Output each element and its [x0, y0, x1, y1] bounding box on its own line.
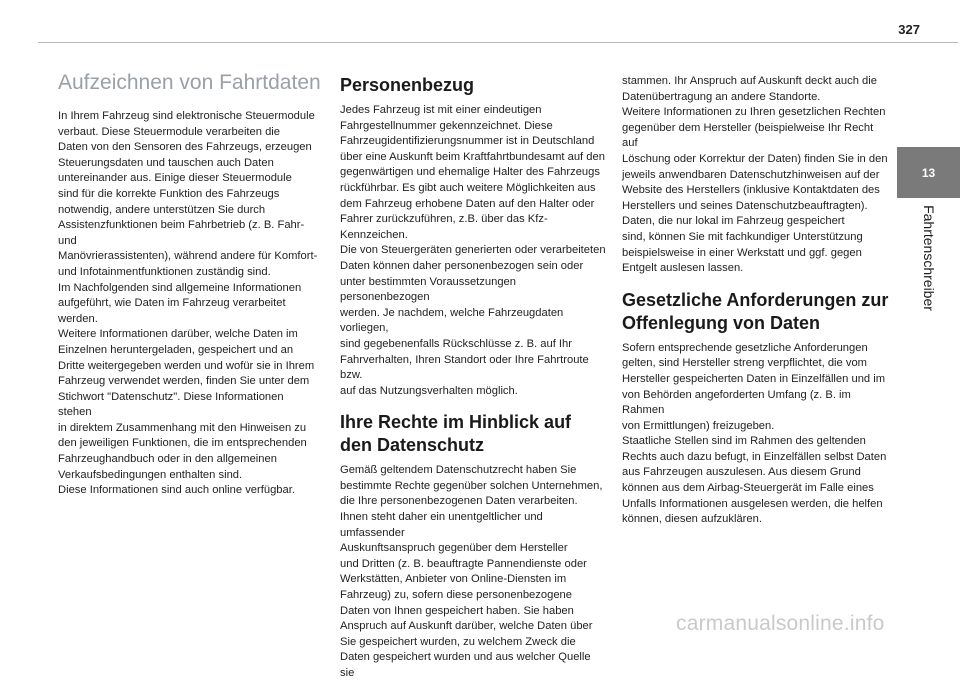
heading-gesetzliche-anforderungen: Gesetzliche Anforderungen zur Offenlegung von Daten	[622, 289, 889, 333]
page-number: 327	[898, 22, 920, 37]
column-2	[340, 74, 606, 682]
rechte-paragraph: Gemäß geltendem Datenschutzrecht haben Sie bestimmte Rechte gegenüber solchen Unternehmen, die Ihre personenbezogenen Daten verarbeiten. Ihnen steht daher ein unentgeltlicher und umfassender Auskunftsanspruch gegenüber dem Hersteller und Dritten (z. B. beauftragte Pannendienste oder Werkstätten, Anbieter von Online-Diensten im Fahrzeug) zu, sofern diese personenbezogene Daten von Ihnen gespeichert haben. Sie haben Anspruch auf Auskunft darüber, welche Daten über Sie gespeichert wurden, zu welchem Zweck die Daten gespeichert wurden und aus welcher Quelle sie	[340, 464, 603, 679]
column-1	[58, 70, 320, 499]
chapter-label: Fahrtenschreiber	[921, 205, 937, 311]
intro-paragraph: In Ihrem Fahrzeug sind elektronische Steuermodule verbaut. Diese Steuermodule verarbeiten die Daten von den Sensoren des Fahrzeugs, erzeugen Steuerungsdaten und tauschen auch Daten untereinander aus. Einige dieser Steuermodule sind für die korrekte Funktion des Fahrzeugs notwendig, andere unterstützen Sie durch Assistenzfunktionen beim Fahrbetrieb (z. B. Fahr- und Manövrierassistenten), während andere für Komfort- und Infotainmentfunktionen zuständig sind. Im Nachfolgenden sind allgemeine Informationen aufgeführt, wie Daten im Fahrzeug verarbeitet werden. Weitere Informationen darüber, welche Daten im Einzelnen heruntergeladen, gespeichert und an Dritte weitergegeben werden und wofür sie in Ihrem Fahrzeug verwendet werden, finden Sie unter dem Stichwort "Datenschutz". Diese Informationen stehen in direktem Zusammenhang mit den Hinweisen zu den jeweiligen Funktionen, die im entsprechenden Fahrzeughandbuch oder in den allgemeinen Verkaufsbedingungen enthalten sind. Diese Informationen sind auch online verfügbar.	[58, 110, 318, 497]
heading-personenbezug: Personenbezug	[340, 75, 475, 95]
column-3	[622, 74, 890, 528]
anforderungen-paragraph: Sofern entsprechende gesetzliche Anforderungen gelten, sind Hersteller streng verpflichtet, die vom Hersteller gespeicherten Daten in Einzelfällen und im von Behörden angeforderten Umfang (z. B. im Rahmen von Ermittlungen) freizugeben. Staatliche Stellen sind im Rahmen des geltenden Rechts auch dazu befugt, in Einzelfällen selbst Daten aus Fahrzeugen auszulesen. Aus diesem Grund können aus dem Airbag-Steuergerät im Falle eines Unfalls Informationen ausgelesen werden, die helfen können, diesen aufzuklären.	[622, 341, 887, 526]
personenbezug-paragraph: Jedes Fahrzeug ist mit einer eindeutigen Fahrgestellnummer gekennzeichnet. Diese Fahrzeugidentifizierungsnummer ist in Deutschland über eine Auskunft beim Kraftfahrtbundesamt auf den gegenwärtigen und ehemalige Halter des Fahrzeugs rückführbar. Es gibt auch weitere Möglichkeiten aus dem Fahrzeug erhobene Daten auf den Halter oder Fahrer zurückzuführen, z.B. über das Kfz-Kennzeichen. Die von Steuergeräten generierten oder verarbeiteten Daten können daher personenbezogen sein oder unter bestimmten Voraussetzungen personenbezogen werden. Je nachdem, welche Fahrzeugdaten vorliegen, sind gegebenenfalls Rückschlüsse z. B. auf Ihr Fahrverhalten, Ihren Standort oder Ihre Fahrtroute bzw. auf das Nutzungsverhalten möglich.	[340, 104, 606, 397]
rechte-continued-paragraph: stammen. Ihr Anspruch auf Auskunft deckt auch die Datenübertragung an andere Standorte. Weitere Informationen zu Ihren gesetzlichen Rechten gegenüber dem Hersteller (beispielweise Ihr Recht auf Löschung oder Korrektur der Daten) finden Sie in den jeweils anwendbaren Datenschutzhinweisen auf der Website des Herstellers (inklusive Kontaktdaten des Herstellers und seines Datenschutzbeauftragten). Daten, die nur lokal im Fahrzeug gespeichert sind, können Sie mit fachkundiger Unterstützung beispielsweise in einer Werkstatt und ggf. gegen Entgelt auslesen lassen.	[622, 75, 888, 275]
chapter-tab	[897, 147, 960, 198]
header-divider	[38, 42, 958, 43]
page-title: Aufzeichnen von Fahrtdaten	[58, 71, 321, 94]
watermark: carmanualsonline.info	[676, 612, 885, 635]
chapter-number: 13	[921, 165, 936, 180]
heading-rechte-datenschutz: Ihre Rechte im Hinblick auf den Datenschutz	[340, 412, 572, 456]
